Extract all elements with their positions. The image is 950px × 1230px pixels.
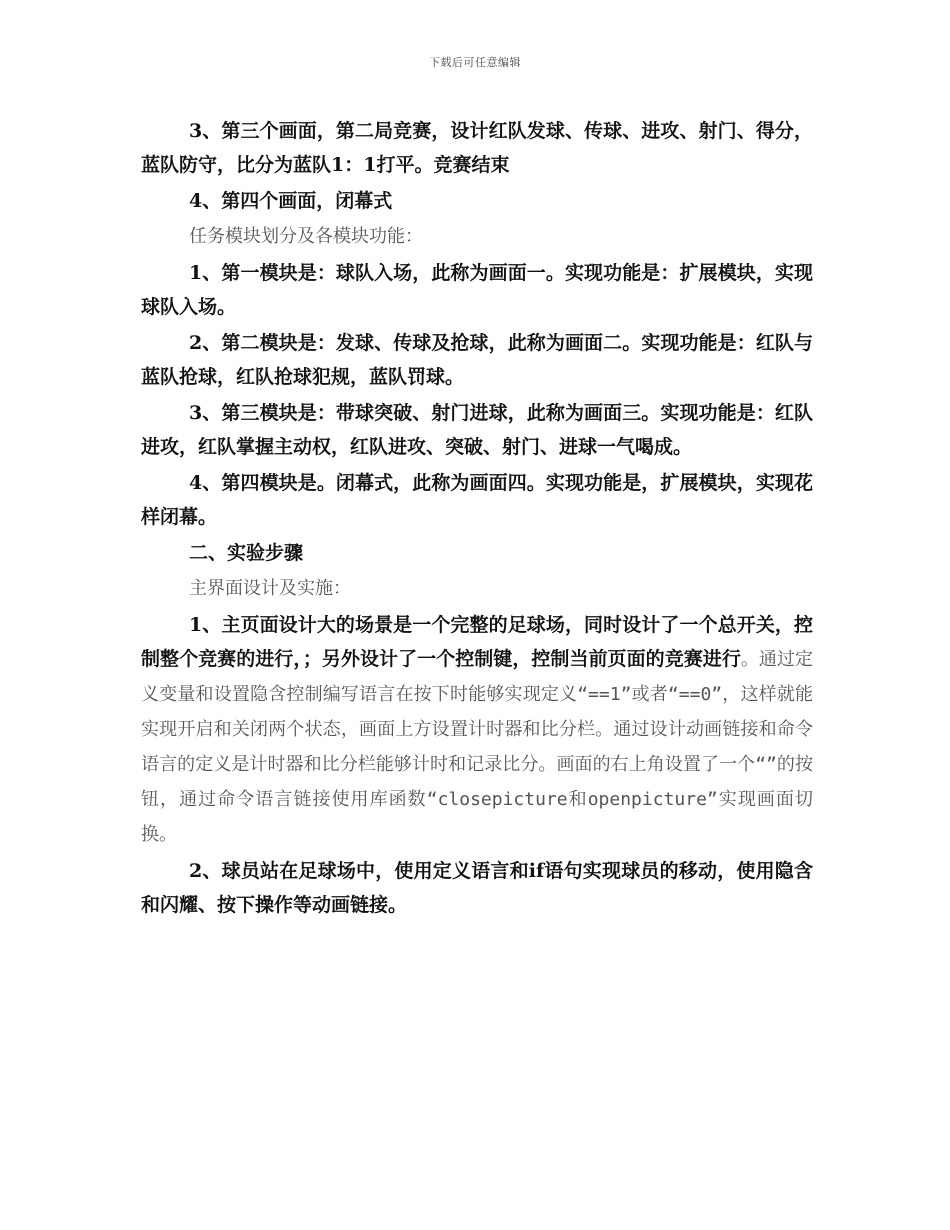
document-body [141, 114, 813, 924]
paragraph-module-four: 4、第四模块是。闭幕式，此称为画面四。实现功能是，扩展模块，实现花样闭幕。 [141, 472, 813, 528]
paragraph-main-page-design [141, 608, 813, 852]
paragraph-main-ui-heading: 主界面设计及实施： [189, 578, 351, 599]
paragraph-scene-four: 4、第四个画面，闭幕式 [189, 190, 393, 212]
main-page-design-detail: 。通过定义变量和设置隐含控制编写语言在按下时能够实现定义“==1”或者“==0”，这样就能实现开启和关闭两个状态，画面上方设置计时器和比分栏。通过设计动画链接和命令语言的定义是计时器和比分栏能够计时和记录比分。画面的右上角设置了一个“”的按钮，通过命令语言链接使用库函数“closepicture和openpicture”实现画面切换。 [141, 649, 813, 845]
section-heading-experiment-steps: 二、实验步骤 [189, 542, 304, 564]
paragraph-player-movement: 2、球员站在足球场中，使用定义语言和if语句实现球员的移动，使用隐含和闪耀、按下操作等动画链接。 [141, 860, 813, 916]
main-page-design-lead: 1、主页面设计大的场景是一个完整的足球场，同时设计了一个总开关，控制整个竞赛的进行，；另外设计了一个控制键，控制当前页面的竞赛进行 [141, 614, 813, 670]
paragraph-scene-three: 3、第三个画面，第二局竞赛，设计红队发球、传球、进攻、射门、得分，蓝队防守，比分为蓝队1：1打平。竞赛结束 [141, 120, 813, 176]
paragraph-module-heading: 任务模块划分及各模块功能： [189, 226, 423, 247]
paragraph-module-three: 3、第三模块是：带球突破、射门进球，此称为画面三。实现功能是：红队进攻，红队掌握主动权，红队进攻、突破、射门、进球一气喝成。 [141, 402, 813, 458]
paragraph-module-one: 1、第一模块是：球队入场，此称为画面一。实现功能是：扩展模块，实现球队入场。 [141, 262, 813, 318]
paragraph-module-two: 2、第二模块是：发球、传球及抢球，此称为画面二。实现功能是：红队与蓝队抢球，红队抢球犯规，蓝队罚球。 [141, 332, 813, 388]
page-header-note: 下载后可任意编辑 [429, 56, 521, 69]
